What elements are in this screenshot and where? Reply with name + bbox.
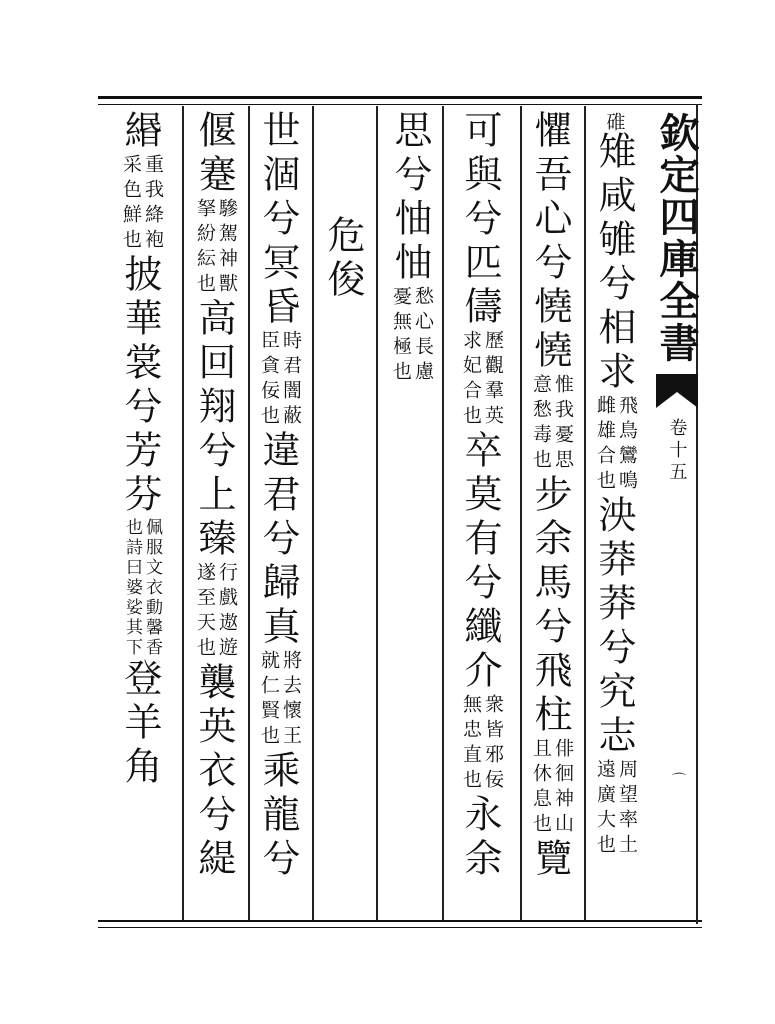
volume-label: 卷十五 xyxy=(666,418,688,484)
section-heading: 危俊 xyxy=(321,215,365,303)
bottom-border-rule-thin xyxy=(98,927,702,928)
fold-mark: ⌒ xyxy=(672,773,686,789)
column-divider xyxy=(584,106,586,920)
column-2-note-2: 俳徊神山 且休息也 xyxy=(530,738,574,838)
column-1-main-2: 泱莽莽兮究志 xyxy=(592,495,636,759)
column-7-note-2: 行戲遨遊 遂至天也 xyxy=(194,562,238,662)
column-6-main-3: 乘龍兮 xyxy=(256,750,300,882)
column-6-main-2: 違君兮歸真 xyxy=(256,430,300,650)
column-8-note-1: 重我絳袍 采色鮮也 xyxy=(120,154,164,254)
column-2-note-1: 惟我憂思 意愁毒也 xyxy=(530,374,574,474)
column-1-lead: 碓 xyxy=(603,112,626,131)
top-border-rule xyxy=(98,96,702,99)
column-7-main-2: 高回翔兮上臻 xyxy=(192,298,236,562)
book-title: 欽定四庫全書 xyxy=(653,112,700,364)
column-divider xyxy=(248,106,250,920)
column-divider xyxy=(520,106,522,920)
column-3-main-3: 永余 xyxy=(458,794,502,882)
text-column-7 xyxy=(192,110,236,882)
column-6-note-2: 將去懷王 就仁賢也 xyxy=(258,650,302,750)
column-6-note-1: 時君闇蔽 臣貪佞也 xyxy=(258,330,302,430)
column-6-main-1: 世涸兮冥昏 xyxy=(256,110,300,330)
text-column-8 xyxy=(118,110,162,790)
text-column-6 xyxy=(256,110,300,882)
fish-tail-mark-icon xyxy=(656,374,698,408)
column-1-main-1: 雉咸雊兮相求 xyxy=(592,131,636,395)
column-7-note-1: 驂駕神獸 拏紛紜也 xyxy=(194,198,238,298)
column-2-main-2: 步余馬兮飛柱 xyxy=(528,474,572,738)
column-3-main-1: 可與兮匹儔 xyxy=(458,110,502,330)
text-column-4 xyxy=(388,110,432,386)
text-column-1 xyxy=(592,112,636,859)
column-divider xyxy=(442,106,444,920)
column-7-main-1: 偃蹇 xyxy=(192,110,236,198)
column-8-note-2: 佩服文衣動馨香 也詩曰婆娑其下 xyxy=(122,518,162,658)
column-4-main-1: 思兮怞怞 xyxy=(388,110,432,286)
text-column-3 xyxy=(458,110,502,882)
top-border-rule-thin xyxy=(98,104,702,105)
column-3-note-2: 衆皆邪佞 無忠直也 xyxy=(460,694,504,794)
bottom-border-rule xyxy=(98,920,702,922)
column-divider xyxy=(376,106,378,920)
text-column-5 xyxy=(321,215,365,303)
column-4-note-1: 愁心長慮 憂無極也 xyxy=(390,286,434,386)
column-divider xyxy=(182,106,184,920)
column-1-note-2: 周望率土 遠廣大也 xyxy=(594,759,638,859)
column-8-main-1: 緡 xyxy=(118,110,162,154)
column-3-note-1: 歷觀羣英 求妃合也 xyxy=(460,330,504,430)
column-divider xyxy=(312,106,314,920)
column-1-note-1: 飛鳥鸞鳴 雌雄合也 xyxy=(594,395,638,495)
column-2-main-1: 懼吾心兮憢憢 xyxy=(528,110,572,374)
column-8-main-2: 披華裳兮芳芬 xyxy=(118,254,162,518)
column-3-main-2: 卒莫有兮纖介 xyxy=(458,430,502,694)
column-2-main-3: 覽 xyxy=(528,838,572,882)
book-header xyxy=(648,112,705,484)
text-column-2 xyxy=(528,110,572,882)
column-8-main-3: 登羊角 xyxy=(118,658,162,790)
column-7-main-3: 襲英衣兮緹 xyxy=(192,662,236,882)
